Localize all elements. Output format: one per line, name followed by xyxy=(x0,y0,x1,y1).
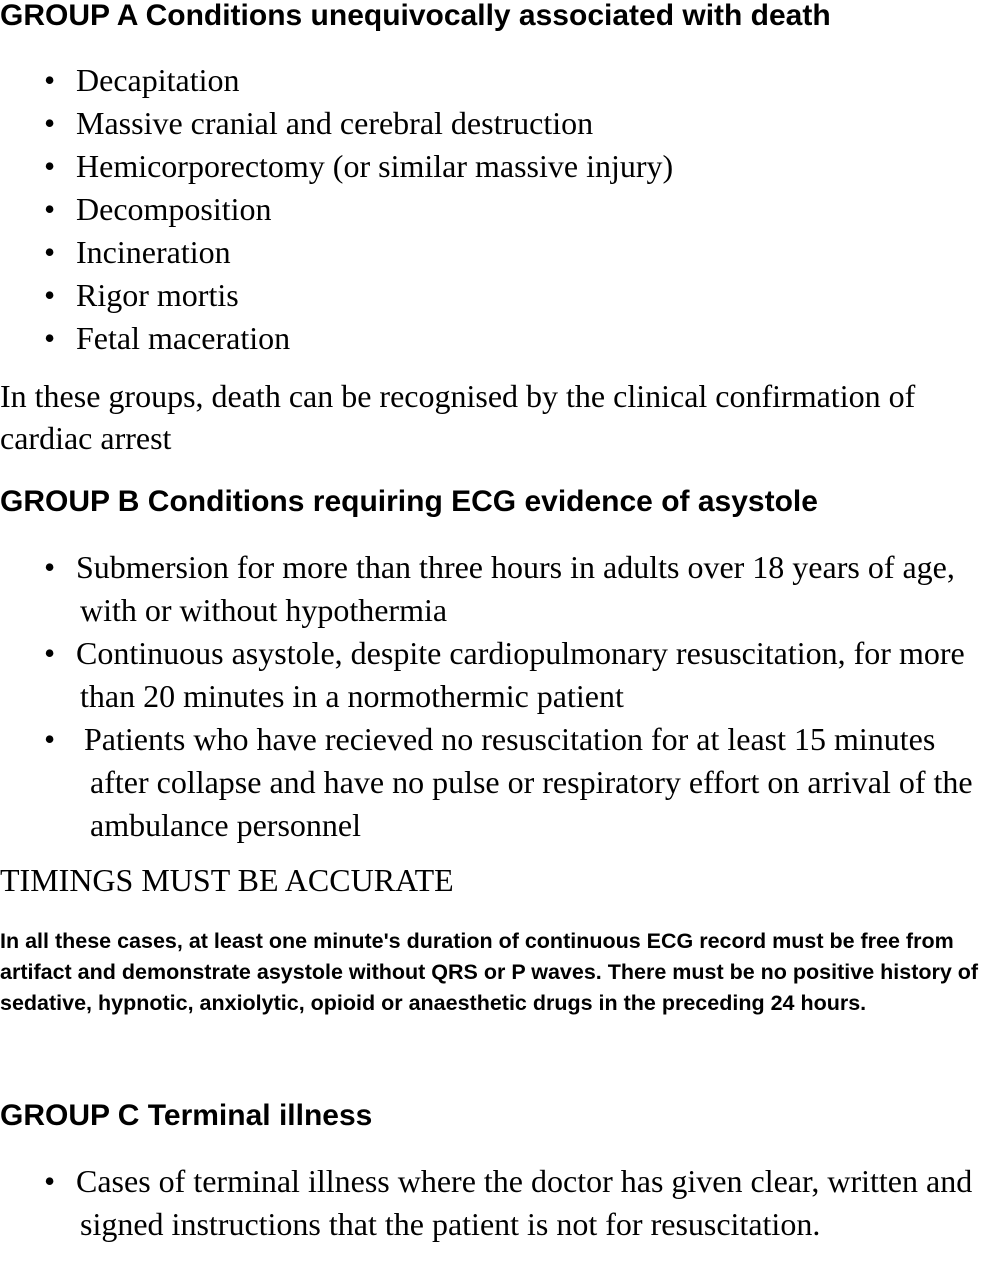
list-item: • Rigor mortis xyxy=(0,274,1001,317)
group-a-list xyxy=(0,59,1001,360)
bullet-icon: • xyxy=(44,277,56,313)
list-item: • Hemicorporectomy (or similar massive injury) xyxy=(0,145,1001,188)
bullet-icon: • xyxy=(44,105,56,141)
list-item: • Decomposition xyxy=(0,188,1001,231)
group-a-heading: GROUP A Conditions unequivocally associated with death xyxy=(0,0,831,32)
group-b-heading: GROUP B Conditions requiring ECG evidence of asystole xyxy=(0,485,818,518)
list-item: • Incineration xyxy=(0,231,1001,274)
timings-warning: TIMINGS MUST BE ACCURATE xyxy=(0,862,454,898)
ecg-requirement-note: In all these cases, at least one minute's duration of continuous ECG record must be free from artifact and demonstrate asystole without QRS or P waves. There must be no positive history of sedative, hypnotic, anxiolytic, opioid or anaesthetic drugs in the preceding 24 hours. xyxy=(0,929,979,1015)
list-item: • Decapitation xyxy=(0,59,1001,102)
group-c-heading: GROUP C Terminal illness xyxy=(0,1099,373,1132)
list-item: • Continuous asystole, despite cardiopulmonary resuscitation, for more than 20 minutes in a normothermic patient xyxy=(0,632,1001,718)
group-c-list xyxy=(0,1160,1001,1246)
bullet-icon: • xyxy=(44,721,56,757)
bullet-icon: • xyxy=(44,635,56,671)
bullet-icon: • xyxy=(44,549,56,585)
list-item: • Cases of terminal illness where the doctor has given clear, written and signed instructions that the patient is not for resuscitation. xyxy=(0,1160,1001,1246)
bullet-icon: • xyxy=(44,62,56,98)
group-a-confirmation-note: In these groups, death can be recognised by the clinical confirmation of cardiac arrest xyxy=(0,378,916,456)
list-item: • Fetal maceration xyxy=(0,317,1001,360)
bullet-icon: • xyxy=(44,1163,56,1199)
bullet-icon: • xyxy=(44,320,56,356)
list-item: • Patients who have recieved no resuscitation for at least 15 minutes after collapse and have no pulse or respiratory effort on arrival of the ambulance personnel xyxy=(0,718,1001,847)
group-b-list xyxy=(0,546,1001,847)
bullet-icon: • xyxy=(44,234,56,270)
list-item: • Massive cranial and cerebral destruction xyxy=(0,102,1001,145)
list-item: • Submersion for more than three hours in adults over 18 years of age, with or without hypothermia xyxy=(0,546,1001,632)
bullet-icon: • xyxy=(44,191,56,227)
bullet-icon: • xyxy=(44,148,56,184)
